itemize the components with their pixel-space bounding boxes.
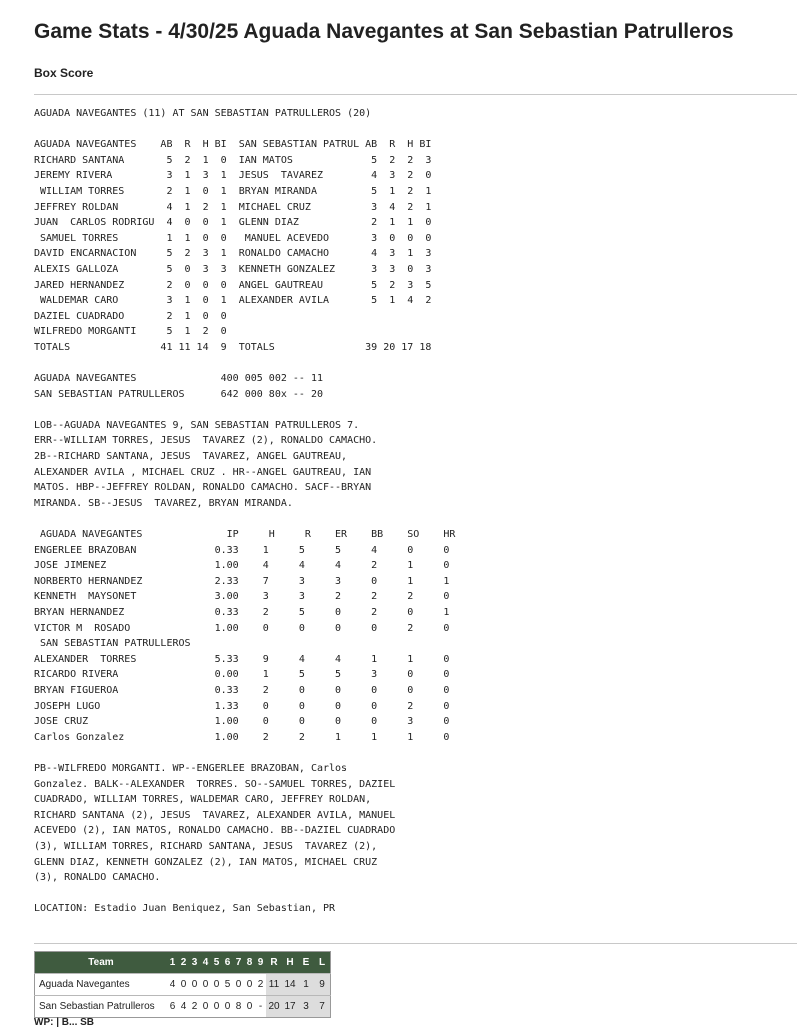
total-errors: 1 bbox=[298, 974, 314, 996]
header-inning-8: 8 bbox=[244, 952, 255, 974]
inning-runs: 0 bbox=[233, 974, 244, 996]
total-runs: 11 bbox=[266, 974, 282, 996]
inning-runs: 4 bbox=[178, 996, 189, 1018]
divider bbox=[34, 943, 797, 944]
header-errors: E bbox=[298, 952, 314, 974]
linescore-row bbox=[35, 974, 331, 996]
inning-runs: 0 bbox=[244, 974, 255, 996]
inning-runs: 2 bbox=[189, 996, 200, 1018]
header-lob: L bbox=[314, 952, 331, 974]
box-score-text: AGUADA NAVEGANTES (11) AT SAN SEBASTIAN PATRULLEROS (20) AGUADA NAVEGANTES AB R H BI SAN SEBASTIAN PATRUL AB R H BI RICHARD SANTANA 5 2 1 0 IAN MATOS 5 2 2 3 JEREMY RIVERA 3 1 3 1 JESUS TAVAREZ 4 3 2 0 WILLIAM TORRES 2 1 0 1 BRYAN MIRANDA 5 1 2 1 JEFFREY ROLDAN 4 1 2 1 MICHAEL CRUZ 3 4 2 1 JUAN CARLOS RODRIGU 4 0 0 1 GLENN DIAZ 2 1 1 0 SAMUEL TORRES 1 1 0 0 MANUEL ACEVEDO 3 0 0 0 DAVID ENCARNACION 5 2 3 1 RONALDO CAMACHO 4 3 1 3 ALEXIS GALLOZA 5 0 3 3 KENNETH GONZALEZ 3 3 0 3 JARED HERNANDEZ 2 0 0 0 ANGEL GAUTREAU 5 2 3 5 WALDEMAR CARO 3 1 0 1 ALEXANDER AVILA 5 1 4 2 DAZIEL CUADRADO 2 1 0 0 WILFREDO MORGANTI 5 1 2 0 TOTALS 41 11 14 9 TOTALS 39 20 17 18 AGUADA NAVEGANTES 400 005 002 -- 11 SAN SEBASTIAN PATRULLEROS 642 000 80x -- 20 LOB--AGUADA NAVEGANTES 9, SAN SEBASTIAN PATRULLEROS 7. ERR--WILLIAM TORRES, JESUS TAVAREZ (2), RONALDO CAMACHO. 2B--RICHARD SANTANA, JESUS TAVAREZ, ANGEL GAUTREAU, ALEXANDER AVILA , MICHAEL CRUZ . HR--ANGEL GAUTREAU, IAN MATOS. HBP--JEFFREY ROLDAN, RONALDO CAMACHO. SACF--BRYAN MIRANDA. SB--JESUS TAVAREZ, BRYAN MIRANDA. AGUADA NAVEGANTES IP H R ER BB SO HR ENGERLEE BRAZOBAN 0.33 1 5 5 4 0 0 JOSE JIMENEZ 1.00 4 4 4 2 1 0 NORBERTO HERNANDEZ 2.33 7 3 3 0 1 1 KENNETH MAYSONET 3.00 3 3 2 2 2 0 BRYAN HERNANDEZ 0.33 2 5 0 2 0 1 VICTOR M ROSADO 1.00 0 0 0 0 2 0 SAN SEBASTIAN PATRULLEROS ALEXANDER TORRES 5.33 9 4 4 1 1 0 RICARDO RIVERA 0.00 1 5 5 3 0 0 BRYAN FIGUEROA 0.33 2 0 0 0 0 0 JOSEPH LUGO 1.33 0 0 0 0 2 0 JOSE CRUZ 1.00 0 0 0 0 3 0 Carlos Gonzalez 1.00 2 2 1 1 1 0 PB--WILFREDO MORGANTI. WP--ENGERLEE BRAZOBAN, Carlos Gonzalez. BALK--ALEXANDER TORRES. SO--SAMUEL TORRES, DAZIEL CUADRADO, WILLIAM TORRES, WALDEMAR CARO, JEFFREY ROLDAN, RICHARD SANTANA (2), JESUS TAVAREZ, ALEXANDER AVILA, MANUEL ACEVEDO (2), IAN MATOS, RONALDO CAMACHO. BB--DAZIEL CUADRADO (3), WILLIAM TORRES, RICHARD SANTANA, JESUS TAVAREZ (2), GLENN DIAZ, KENNETH GONZALEZ (2), IAN MATOS, MICHAEL CRUZ (3), RONALDO CAMACHO. LOCATION: Estadio Juan Beniquez, San Sebastian, PR bbox=[34, 108, 456, 915]
total-hits: 14 bbox=[282, 974, 298, 996]
inning-runs: 0 bbox=[178, 974, 189, 996]
total-lob: 7 bbox=[314, 996, 331, 1018]
inning-runs: 4 bbox=[167, 974, 178, 996]
linescore-table bbox=[34, 951, 331, 1018]
header-inning-9: 9 bbox=[255, 952, 266, 974]
divider bbox=[34, 94, 797, 95]
header-inning-3: 3 bbox=[189, 952, 200, 974]
team-name: Aguada Navegantes bbox=[35, 974, 168, 996]
header-inning-6: 6 bbox=[222, 952, 233, 974]
total-hits: 17 bbox=[282, 996, 298, 1018]
total-lob: 9 bbox=[314, 974, 331, 996]
team-name: San Sebastian Patrulleros bbox=[35, 996, 168, 1018]
header-inning-1: 1 bbox=[167, 952, 178, 974]
header-inning-2: 2 bbox=[178, 952, 189, 974]
linescore-header-row bbox=[35, 952, 331, 974]
inning-runs: 6 bbox=[167, 996, 178, 1018]
inning-runs: 5 bbox=[222, 974, 233, 996]
inning-runs: 2 bbox=[255, 974, 266, 996]
header-inning-5: 5 bbox=[211, 952, 222, 974]
total-errors: 3 bbox=[298, 996, 314, 1018]
section-title: Box Score bbox=[34, 66, 94, 80]
header-inning-7: 7 bbox=[233, 952, 244, 974]
header-runs: R bbox=[266, 952, 282, 974]
inning-runs: 0 bbox=[211, 974, 222, 996]
cutoff-text: WP: | B... SB bbox=[34, 1017, 95, 1028]
inning-runs: 0 bbox=[211, 996, 222, 1018]
header-hits: H bbox=[282, 952, 298, 974]
inning-runs: 0 bbox=[189, 974, 200, 996]
header-inning-4: 4 bbox=[200, 952, 211, 974]
header-team: Team bbox=[35, 952, 168, 974]
linescore-row bbox=[35, 996, 331, 1018]
inning-runs: - bbox=[255, 996, 266, 1018]
total-runs: 20 bbox=[266, 996, 282, 1018]
inning-runs: 0 bbox=[200, 974, 211, 996]
inning-runs: 0 bbox=[222, 996, 233, 1018]
inning-runs: 0 bbox=[200, 996, 211, 1018]
inning-runs: 8 bbox=[233, 996, 244, 1018]
inning-runs: 0 bbox=[244, 996, 255, 1018]
page-title: Game Stats - 4/30/25 Aguada Navegantes at San Sebastian Patrulleros bbox=[34, 20, 734, 43]
